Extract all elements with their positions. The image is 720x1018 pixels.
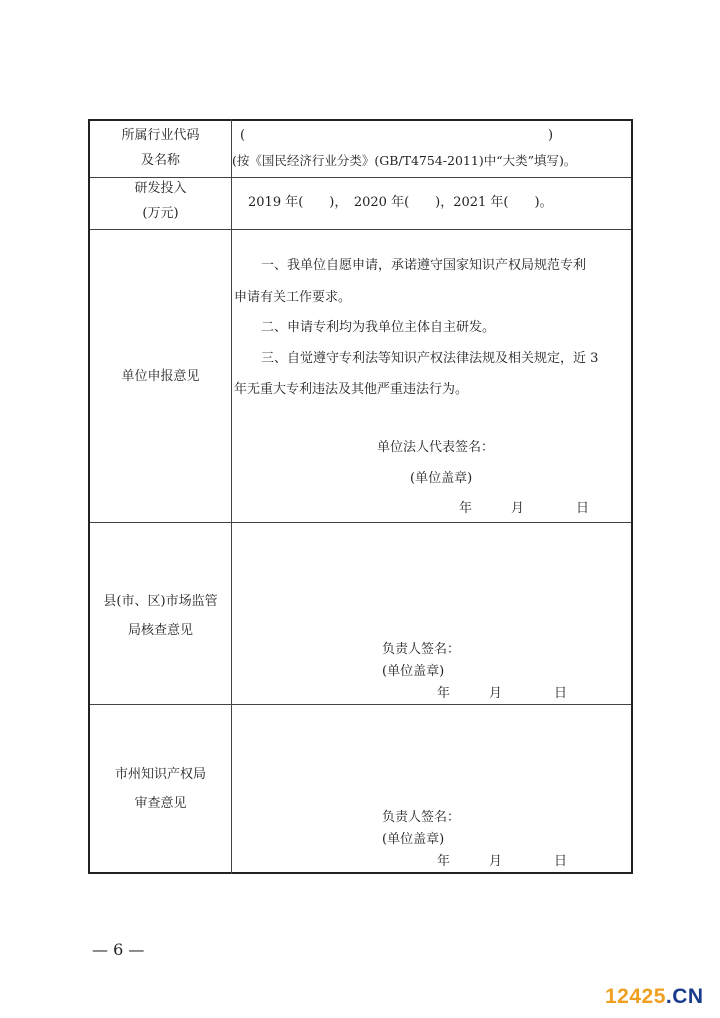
city-signature-label: 负责人签名： xyxy=(382,810,461,825)
page-number: — 6 — xyxy=(92,940,145,959)
table-right-border xyxy=(631,119,633,874)
county-seal-label: (单位盖章) xyxy=(382,664,445,679)
unit-commitment-1b: 申请有关工作要求。 xyxy=(234,290,352,305)
watermark-suffix: .CN xyxy=(665,985,704,1008)
unit-signature-label: 单位法人代表签名： xyxy=(377,440,495,455)
county-opinion-label-line1: 县(市、区)市场监管 xyxy=(103,594,218,609)
unit-commitment-2: 二、申请专利均为我单位主体自主研发。 xyxy=(261,320,496,335)
table-top-border xyxy=(88,119,633,121)
unit-seal-label: (单位盖章) xyxy=(410,471,473,486)
industry-open-paren: ( xyxy=(240,128,246,143)
unit-commitment-1a: 一、我单位自愿申请，承诺遵守国家知识产权局规范专利 xyxy=(261,258,587,273)
site-watermark-logo xyxy=(605,985,704,1009)
row-divider-3 xyxy=(88,522,633,523)
county-signature-label: 负责人签名： xyxy=(382,642,461,657)
county-date: 年 月 日 xyxy=(437,686,568,701)
city-opinion-label-line2: 审查意见 xyxy=(134,796,187,811)
watermark-number: 12425 xyxy=(605,985,666,1008)
industry-label-line1: 所属行业代码 xyxy=(121,128,200,143)
rd-investment-line: 2019 年( )， 2020 年( )，2021 年( )。 xyxy=(248,195,553,210)
county-opinion-label-line2: 局核查意见 xyxy=(127,623,193,638)
city-opinion-label-line1: 市州知识产权局 xyxy=(114,767,206,782)
table-left-border xyxy=(88,119,90,874)
industry-note: (按《国民经济行业分类》(GB/T4754-2011)中“大类”填写)。 xyxy=(232,153,577,168)
row-divider-2 xyxy=(88,229,633,230)
row-divider-4 xyxy=(88,704,633,705)
city-date: 年 月 日 xyxy=(437,854,568,869)
rd-label-line2: (万元) xyxy=(142,206,179,221)
unit-commitment-3a: 三、自觉遵守专利法等知识产权法律法规及相关规定，近 3 xyxy=(261,351,599,366)
table-bottom-border xyxy=(88,872,633,874)
industry-close-paren: ) xyxy=(548,128,554,143)
unit-commitment-3b: 年无重大专利违法及其他严重违法行为。 xyxy=(234,382,469,397)
unit-opinion-label: 单位申报意见 xyxy=(121,369,200,384)
row-divider-1 xyxy=(88,177,633,178)
city-seal-label: (单位盖章) xyxy=(382,832,445,847)
column-divider xyxy=(231,119,232,874)
rd-label-line1: 研发投入 xyxy=(134,181,187,196)
industry-label-line2: 及名称 xyxy=(140,153,180,168)
unit-date: 年 月 日 xyxy=(459,501,590,516)
